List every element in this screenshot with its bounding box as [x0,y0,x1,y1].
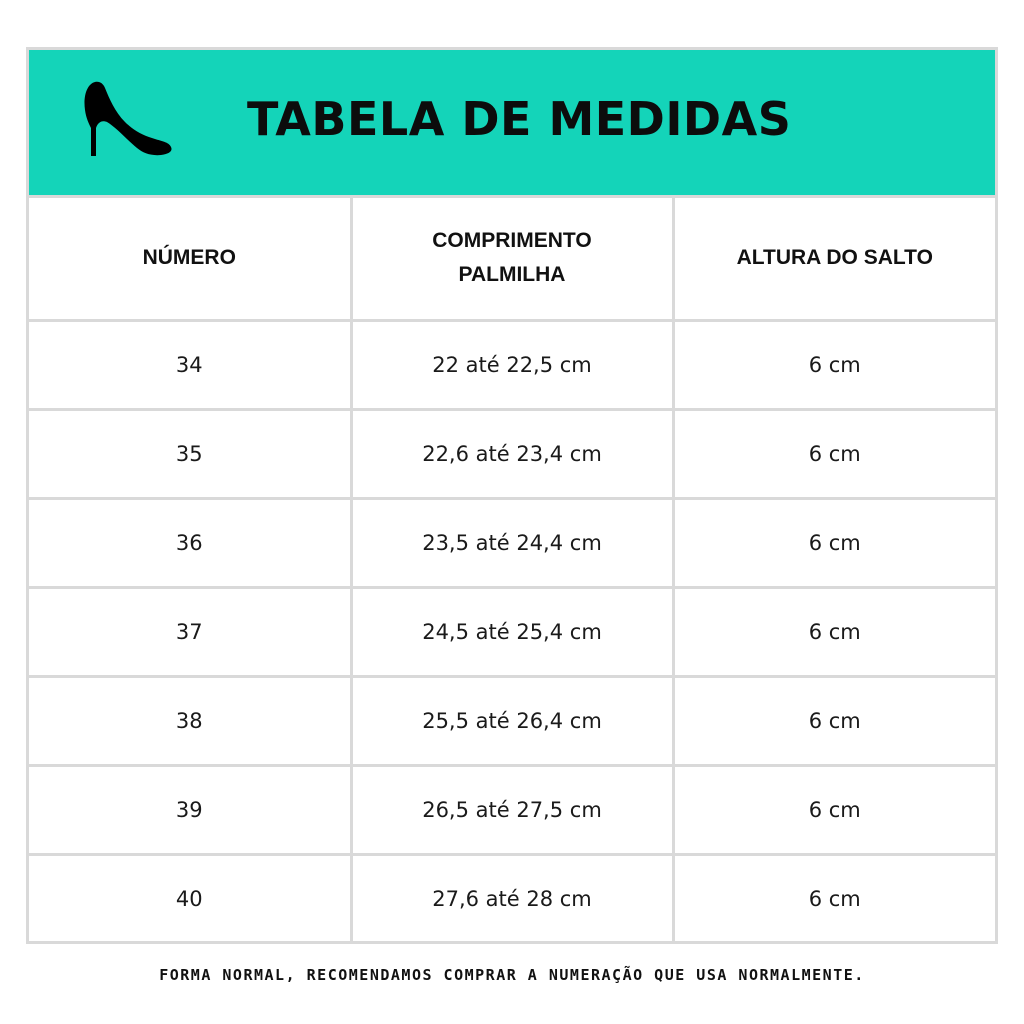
column-header-label: COMPRIMENTO [432,229,592,253]
table-row [29,320,995,409]
cell-comprimento: 22,6 até 23,4 cm [351,409,673,498]
cell-altura: 6 cm [673,320,995,409]
column-header-altura [673,198,995,320]
cell-comprimento: 27,6 até 28 cm [351,854,673,943]
table-row [29,498,995,587]
cell-comprimento: 22 até 22,5 cm [351,320,673,409]
cell-numero: 38 [29,676,351,765]
cell-comprimento: 25,5 até 26,4 cm [351,676,673,765]
size-chart [26,47,998,944]
cell-altura: 6 cm [673,854,995,943]
table-row [29,854,995,943]
cell-comprimento: 26,5 até 27,5 cm [351,765,673,854]
cell-numero: 37 [29,587,351,676]
cell-numero: 40 [175,887,203,912]
table-row [29,587,995,676]
column-header-label: PALMILHA [458,263,566,287]
cell-numero: 36 [29,498,351,587]
column-header-comprimento [351,198,673,320]
cell-comprimento: 23,5 até 24,4 cm [351,498,673,587]
cell-altura: 6 cm [673,498,995,587]
cell-numero: 35 [29,409,351,498]
header-banner [29,50,995,198]
size-table [29,198,995,943]
cell-comprimento: 24,5 até 25,4 cm [351,587,673,676]
cell-altura: 6 cm [673,676,995,765]
cell-altura: 6 cm [673,409,995,498]
cell-altura: 6 cm [673,587,995,676]
cell-numero: 39 [29,765,351,854]
cell-numero: 34 [29,320,351,409]
table-header-row [29,198,995,320]
cell-altura: 6 cm [673,765,995,854]
column-header-label: ALTURA DO SALTO [736,246,933,270]
table-row [29,676,995,765]
high-heel-shoe-icon [81,78,173,158]
column-header-label: NÚMERO [142,246,236,270]
column-header-numero [29,198,351,320]
table-row [29,765,995,854]
page-title: TABELA DE MEDIDAS [247,92,792,146]
table-row [29,409,995,498]
footnote: FORMA NORMAL, RECOMENDAMOS COMPRAR A NUMERAÇÃO QUE USA NORMALMENTE. [159,966,865,984]
